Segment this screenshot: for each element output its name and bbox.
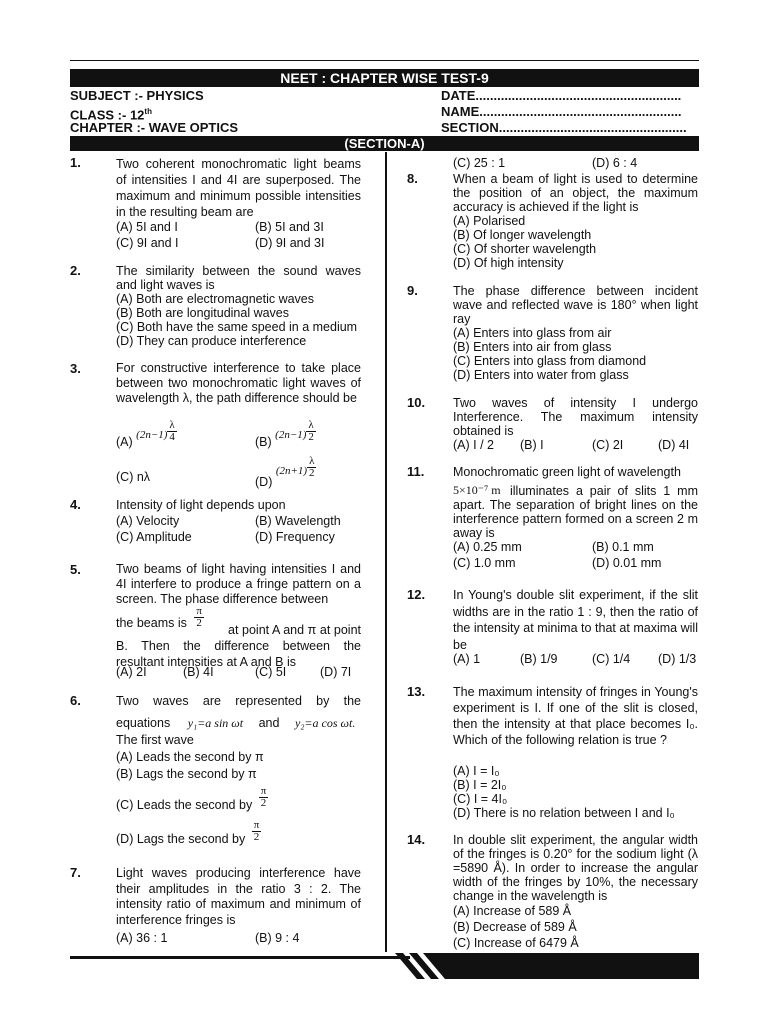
option-a[interactable]: (A) Velocity — [116, 514, 180, 528]
question-text: Monochromatic green light of wavelength — [453, 465, 681, 479]
question-text: When a beam of light is used to determine the position of an object, the maximum accuracy is achieved if the light is — [453, 172, 698, 214]
fraction — [259, 786, 269, 809]
option-c[interactable]: (C) 2I — [592, 438, 624, 452]
option-c[interactable]: (C) Enters into glass from diamond — [453, 354, 647, 368]
question-text: For constructive interference to take place between two monochromatic light waves of wavelength λ, the path difference should be — [116, 361, 361, 405]
question-text: Two beams of light having intensities I and 4I interfere to produce a fringe pattern on a screen. The phase difference between — [116, 562, 361, 606]
top-rule — [70, 60, 699, 61]
question-number: 2. — [70, 263, 81, 278]
option-b[interactable]: (B) Enters into air from glass — [453, 340, 612, 354]
option-a[interactable]: (A) Enters into glass from air — [453, 326, 612, 340]
fraction-numerator: π — [196, 605, 202, 617]
option-d[interactable]: (D) 1/3 — [658, 652, 697, 666]
test-title: NEET : CHAPTER WISE TEST-9 — [70, 69, 699, 87]
question-number: 5. — [70, 562, 81, 577]
question-text: Light waves producing interference have their amplitudes in the ratio 3 : 2. The intensity ratio of maximum and minimum of interference fringes is — [116, 866, 361, 927]
question-text: Two waves of intensity I undergo Interference. The maximum intensity obtained is — [453, 396, 698, 438]
option-c[interactable]: (C) 9I and I — [116, 236, 179, 250]
equation-line — [116, 716, 355, 730]
option-a[interactable]: (A) Increase of 589 Å — [453, 904, 572, 918]
option-b[interactable] — [255, 420, 316, 449]
option-c[interactable]: (C) 5I — [255, 665, 287, 679]
question-number: 6. — [70, 693, 81, 708]
question-text: In double slit experiment, the angular width of the fringes is 0.20° for the sodium light (λ =5890 Å). In order to increase the angular width of the fringes by 10%, the necessary change in the wavelength is — [453, 833, 698, 903]
question-number: 1. — [70, 155, 81, 170]
subject-label: SUBJECT :- PHYSICS — [70, 88, 204, 103]
question-text: The phase difference between incident wave and reflected wave is 180° when light ray — [453, 284, 698, 326]
fraction-denominator: 2 — [196, 617, 202, 629]
question-number: 12. — [407, 587, 426, 602]
equation-2: y₂=a cos ωt. — [294, 716, 356, 730]
question-number: 3. — [70, 361, 81, 376]
option-d[interactable]: (D) 7I — [320, 665, 352, 679]
equation-1: y₁=a sin ωt — [187, 716, 244, 730]
fraction-denominator: 4 — [169, 431, 175, 443]
option-c[interactable]: (C) nλ — [116, 470, 151, 484]
fraction — [252, 820, 262, 843]
option-d-label: (D) — [255, 475, 273, 489]
option-b[interactable]: (B) 4I — [183, 665, 214, 679]
option-d-label: (D) Lags the second by — [116, 831, 246, 846]
option-b[interactable]: (B) I = 2I₀ — [453, 778, 507, 792]
fraction — [167, 420, 176, 443]
option-d-expr: (2n+1) — [275, 465, 308, 477]
option-d[interactable]: (D) 9I and 3I — [255, 236, 325, 250]
text-fragment: equations — [116, 716, 171, 730]
option-d[interactable] — [255, 456, 316, 489]
option-b[interactable]: (B) Decrease of 589 Å — [453, 920, 577, 934]
text-fragment: the beams is — [116, 615, 187, 630]
question-number: 14. — [407, 832, 426, 847]
option-c[interactable]: (C) 1/4 — [592, 652, 631, 666]
option-c-label: (C) Leads the second by — [116, 797, 253, 812]
option-c[interactable]: (C) 1.0 mm — [453, 556, 516, 570]
option-b-expr: (2n−1) — [275, 429, 307, 441]
fraction-denominator: 2 — [308, 431, 314, 443]
option-a[interactable]: (A) Polarised — [453, 214, 526, 228]
name-field[interactable]: NAME........................................................ — [441, 104, 682, 119]
option-d[interactable]: (D) Of high intensity — [453, 256, 564, 270]
option-a[interactable] — [116, 420, 177, 449]
question-text: The similarity between the sound waves and light waves is — [116, 264, 361, 292]
option-a[interactable]: (A) 0.25 mm — [453, 540, 522, 554]
question-text-cont: at point A and π at point B. Then the difference between the resultant intensities at A and B is — [116, 623, 361, 669]
option-d[interactable]: (D) They can produce interference — [116, 334, 307, 348]
question-text: Two waves are represented by the — [116, 694, 361, 708]
option-d[interactable] — [116, 820, 261, 846]
fraction-denominator: 2 — [309, 467, 315, 479]
question-number: 11. — [407, 464, 425, 479]
option-a-expr: (2n−1) — [136, 429, 168, 441]
option-c[interactable]: (C) Amplitude — [116, 530, 192, 544]
option-c[interactable]: (C) I = 4I₀ — [453, 792, 508, 806]
option-b[interactable]: (B) 0.1 mm — [592, 540, 654, 554]
option-d[interactable]: (D) Enters into water from glass — [453, 368, 629, 382]
option-a[interactable]: (A) 1 — [453, 652, 481, 666]
fraction-numerator: π — [260, 785, 267, 797]
option-a[interactable]: (A) Both are electromagnetic waves — [116, 292, 315, 306]
option-c[interactable]: (C) Increase of 6479 Å — [453, 936, 579, 950]
option-d[interactable]: (D) There is no relation between I and I₀ — [453, 806, 675, 820]
option-b[interactable]: (B) I — [520, 438, 544, 452]
chapter-label: CHAPTER :- WAVE OPTICS — [70, 120, 239, 135]
option-d[interactable]: (D) 4I — [658, 438, 690, 452]
question-text-cont: The first wave — [116, 733, 194, 747]
option-b[interactable]: (B) 9 : 4 — [255, 931, 300, 945]
question-number: 4. — [70, 497, 81, 512]
question-text: Intensity of light depends upon — [116, 498, 286, 512]
fraction-denominator: 2 — [253, 831, 260, 843]
option-b[interactable]: (B) 5I and 3I — [255, 220, 324, 234]
option-a[interactable]: (A) I = I₀ — [453, 764, 500, 778]
option-c[interactable]: (C) Both have the same speed in a medium — [116, 320, 358, 334]
question-number: 8. — [407, 171, 418, 186]
fraction-numerator: λ — [309, 455, 315, 467]
option-a[interactable]: (A) Leads the second by π — [116, 750, 264, 764]
section-field[interactable]: SECTION.................................................... — [441, 120, 687, 135]
option-b[interactable]: (B) Lags the second by π — [116, 767, 257, 781]
fraction-numerator: λ — [308, 419, 314, 431]
option-c[interactable] — [116, 786, 268, 812]
question-text: Two coherent monochromatic light beams of intensities I and 4I are superposed. The maximum and minimum possible intensities in the resulting beam are — [116, 157, 361, 219]
option-d[interactable]: (D) 6 : 4 — [592, 156, 638, 170]
date-field[interactable]: DATE......................................................... — [441, 88, 682, 103]
wavelength-value: 5×10⁻⁷ m — [453, 483, 501, 497]
option-a[interactable]: (A) 5I and I — [116, 220, 178, 234]
option-b[interactable]: (B) 1/9 — [520, 652, 558, 666]
option-d[interactable]: (D) 0.01 mm — [592, 556, 662, 570]
option-b[interactable]: (B) Wavelength — [255, 514, 341, 528]
fraction — [306, 420, 315, 443]
option-a-label: (A) — [116, 435, 133, 449]
section-title: (SECTION-A) — [70, 136, 699, 151]
question-number: 13. — [407, 684, 426, 699]
option-a[interactable]: (A) 2I — [116, 665, 147, 679]
fraction — [307, 456, 316, 479]
question-number: 9. — [407, 283, 418, 298]
fraction-denominator: 2 — [260, 797, 267, 809]
footer-decoration — [395, 953, 700, 981]
option-b-label: (B) — [255, 435, 272, 449]
question-number: 7. — [70, 865, 81, 880]
option-d[interactable]: (D) Frequency — [255, 530, 335, 544]
option-b[interactable]: (B) Of longer wavelength — [453, 228, 592, 242]
option-c[interactable]: (C) Of shorter wavelength — [453, 242, 597, 256]
column-divider — [385, 152, 387, 952]
footer-rule — [70, 956, 410, 959]
fraction-numerator: λ — [169, 419, 175, 431]
class-text: CLASS :- 12 — [70, 107, 145, 123]
fraction-numerator: π — [253, 819, 260, 831]
question-number: 10. — [407, 395, 426, 410]
question-text-cont: illuminates a pair of slits 1 mm apart. The separation of bright lines on the interference pattern formed on a screen 2 m away is — [453, 484, 698, 540]
option-c[interactable]: (C) 25 : 1 — [453, 156, 506, 170]
option-a[interactable]: (A) I / 2 — [453, 438, 494, 452]
class-suffix: th — [144, 107, 152, 116]
question-text: The maximum intensity of fringes in Young's experiment is I. If one of the slit is closed, then the intensity at that place becomes I₀. Which of the following relation is true ? — [453, 685, 698, 747]
option-a[interactable]: (A) 36 : 1 — [116, 931, 168, 945]
option-b[interactable]: (B) Both are longitudinal waves — [116, 306, 290, 320]
text-fragment: and — [258, 716, 280, 730]
question-text: In Young's double slit experiment, if the slit widths are in the ratio 1 : 9, then the ratio of the intensity at minima to that at maxima will be — [453, 588, 698, 652]
